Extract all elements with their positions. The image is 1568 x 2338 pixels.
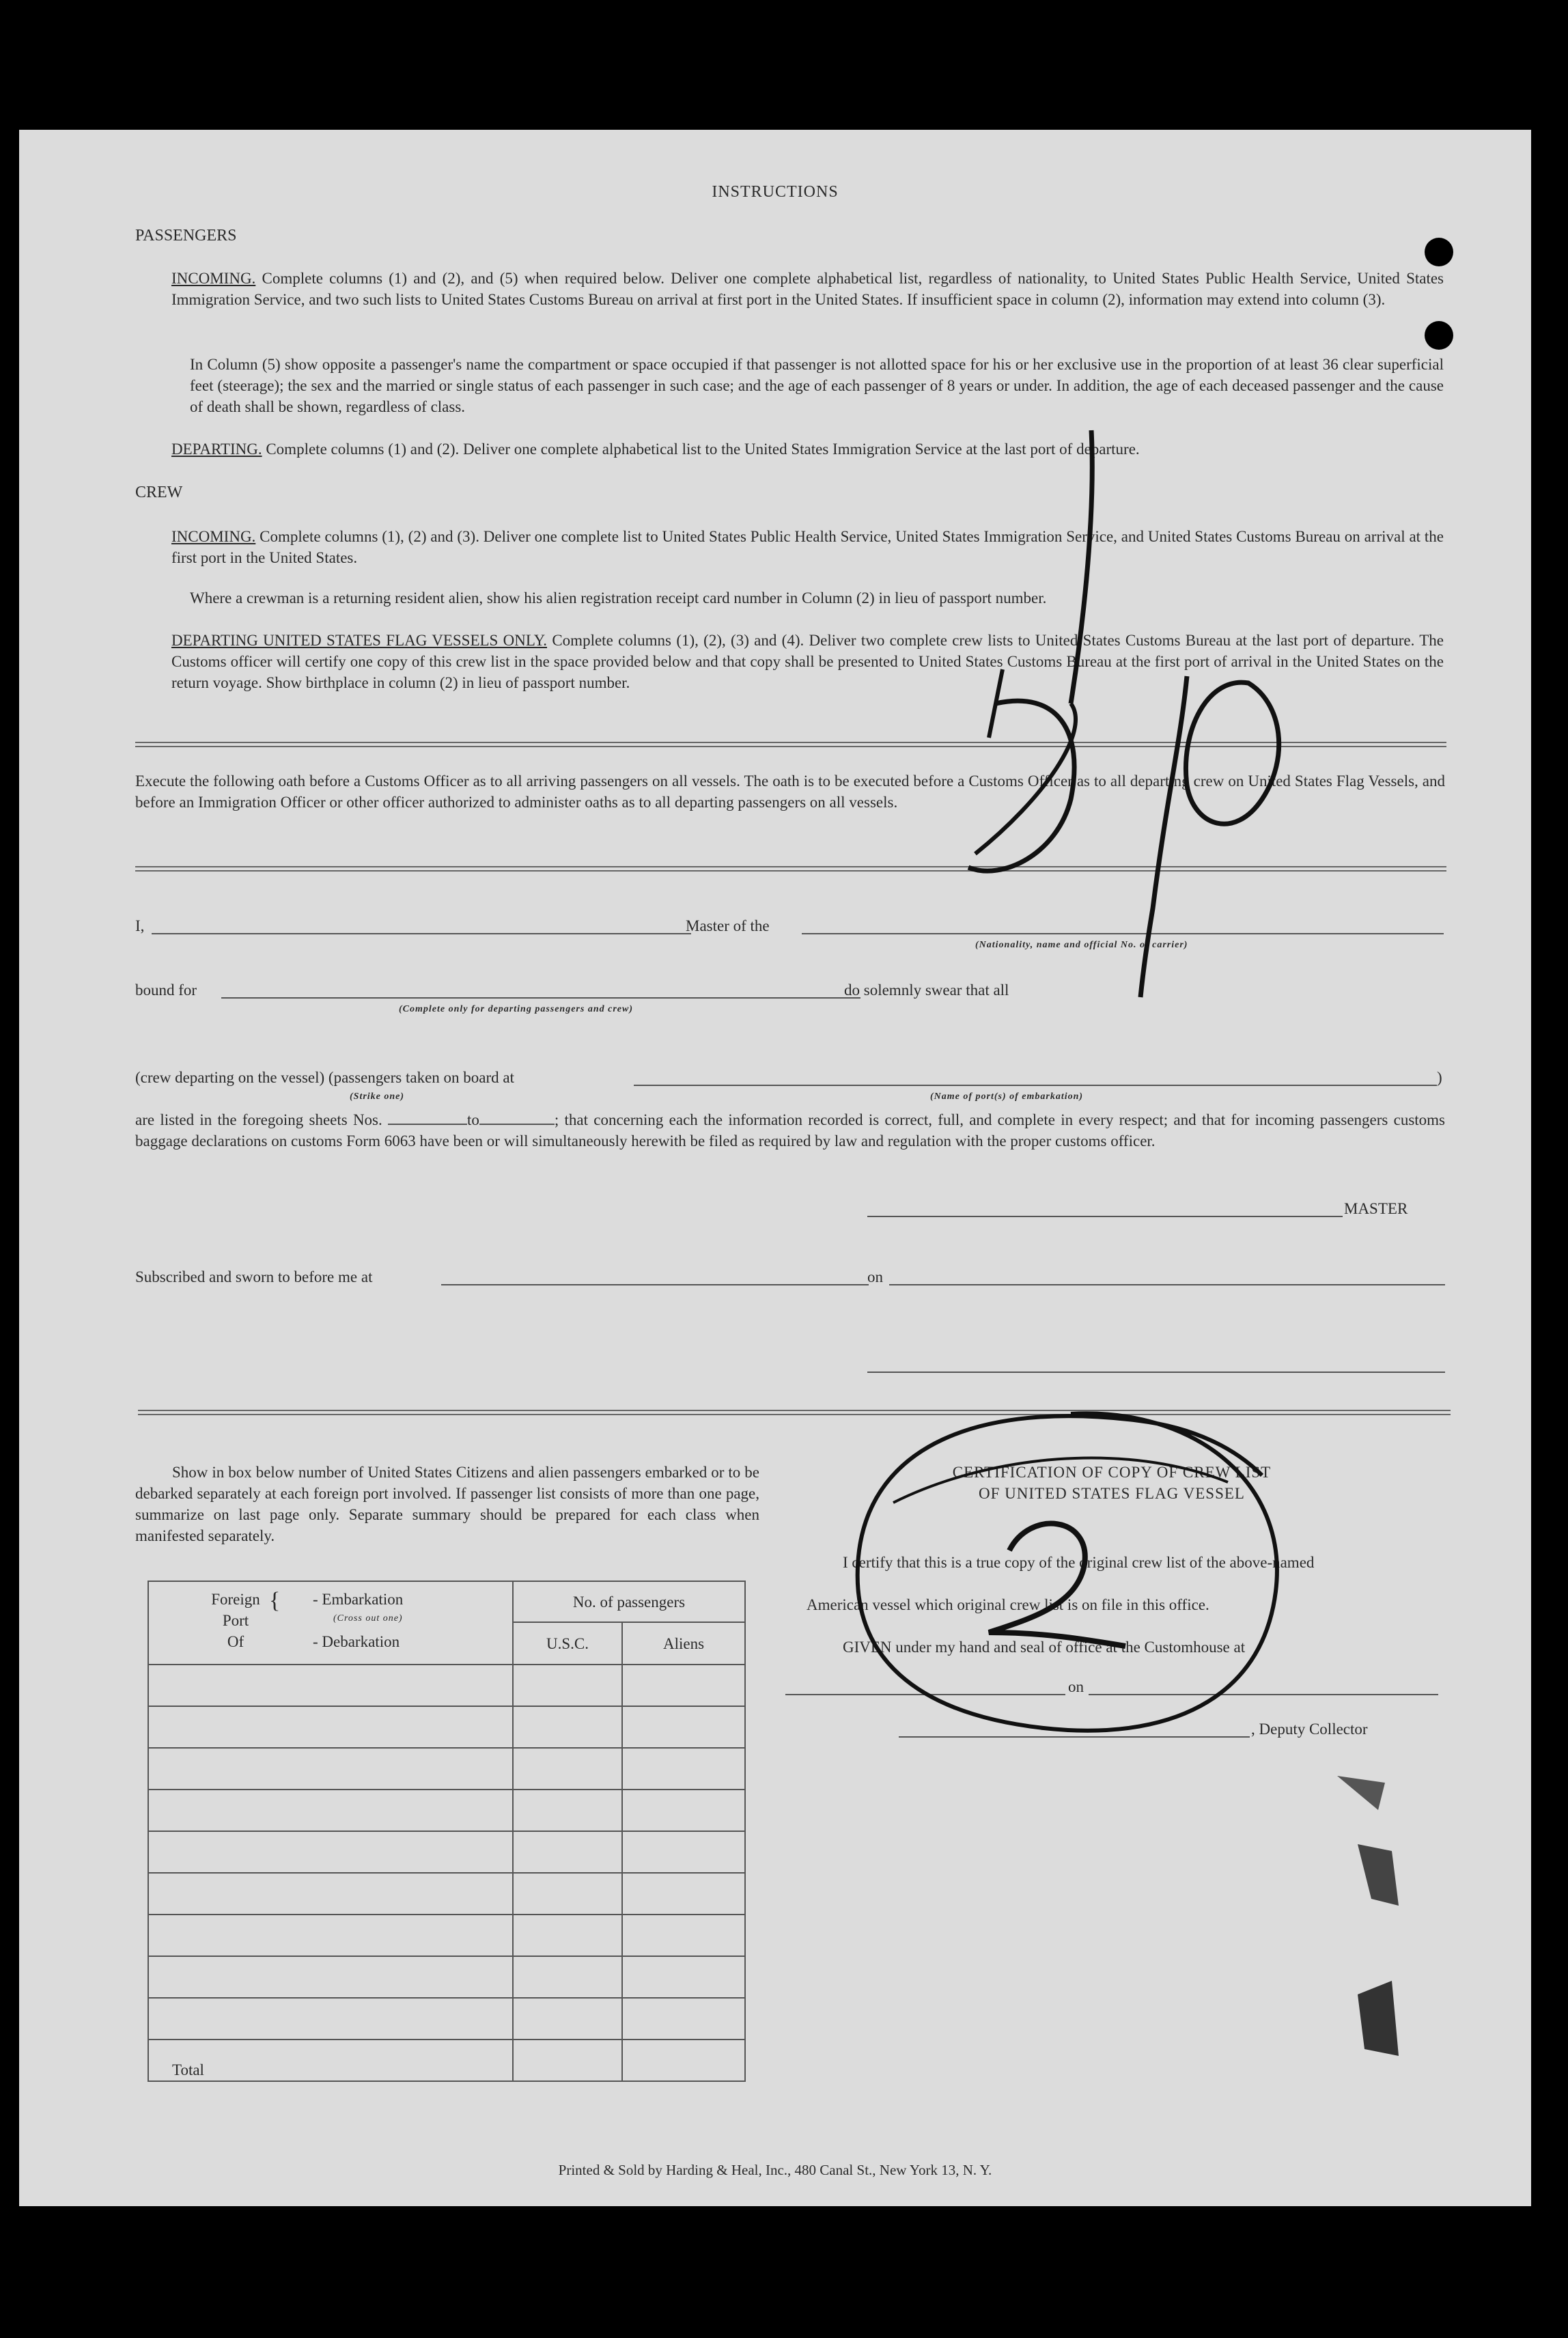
instructions-heading: INSTRUCTIONS — [712, 183, 839, 201]
aliens-cell[interactable] — [622, 1956, 745, 1998]
table-row — [148, 1706, 745, 1748]
form-page — [19, 130, 1531, 2206]
usc-cell[interactable] — [513, 1748, 622, 1790]
certification-title-line2: OF UNITED STATES FLAG VESSEL — [979, 1485, 1245, 1502]
table-row — [148, 1956, 745, 1998]
usc-cell[interactable] — [513, 1915, 622, 1956]
listed-paragraph — [135, 1109, 1445, 1152]
aliens-cell[interactable] — [622, 1748, 745, 1790]
port-cell[interactable] — [148, 1956, 513, 1998]
sworn-place-field[interactable] — [441, 1284, 869, 1285]
certification-line2: American vessel which original crew list is on file in this office. — [807, 1596, 1209, 1613]
crew-departing-label: DEPARTING UNITED STATES FLAG VESSELS ONLY. — [171, 632, 548, 649]
handwritten-circled-mark — [784, 1346, 1317, 1878]
usc-cell[interactable] — [513, 1956, 622, 1998]
foreign-port-header: Foreign Port Of { - Embarkation (Cross out one) - Debarkation — [148, 1581, 513, 1665]
subscribed-label: Subscribed and sworn to before me at — [135, 1268, 373, 1285]
port-cell[interactable] — [148, 1748, 513, 1790]
passengers-heading: PASSENGERS — [135, 227, 237, 245]
crew-heading: CREW — [135, 484, 183, 501]
table-row — [148, 1873, 745, 1915]
crew-resident-paragraph: Where a crewman is a returning resident alien, show his alien registration receipt card number in Column (2) in lieu of passport number. — [190, 589, 1047, 607]
usc-cell[interactable] — [513, 1998, 622, 2040]
port-cell[interactable] — [148, 1831, 513, 1873]
usc-cell[interactable] — [513, 1706, 622, 1748]
passenger-summary-table — [148, 1581, 746, 2082]
master-of-label: Master of the — [686, 917, 770, 934]
port-cell[interactable] — [148, 1998, 513, 2040]
swear-text: do solemnly swear that all — [844, 982, 1009, 999]
printer-footer: Printed & Sold by Harding & Heal, Inc., 480 Canal St., New York 13, N. Y. — [558, 2162, 992, 2178]
master-name-field[interactable] — [152, 933, 691, 934]
certification-line3: GIVEN under my hand and seal of office at the Customhouse at — [843, 1639, 1246, 1656]
crossout-hint: (Cross out one) — [333, 1613, 403, 1624]
aliens-cell[interactable] — [622, 1665, 745, 1706]
bound-for-label: bound for — [135, 982, 197, 999]
table-row — [148, 1998, 745, 2040]
port-cell[interactable] — [148, 1915, 513, 1956]
passengers-incoming-text: Complete columns (1) and (2), and (5) when required below. Deliver one complete alphabetical list, regardless of nationality, to United States Public Health Service, United States Immigration Service, and two such lists to United States Customs Bureau on arrival at first port in the United States. If insufficient space in column (2), information may extend into column (3). — [171, 270, 1444, 308]
passengers-departing-label: DEPARTING. — [171, 441, 262, 458]
usc-cell[interactable] — [513, 1831, 622, 1873]
strike-hint: (Strike one) — [350, 1091, 405, 1102]
certification-title-line1: CERTIFICATION OF COPY OF CREW LIST — [952, 1464, 1272, 1481]
aliens-cell[interactable] — [622, 1831, 745, 1873]
passengers-incoming-paragraph — [171, 268, 1444, 310]
certification-line1: I certify that this is a true copy of the original crew list of the above-named — [843, 1554, 1315, 1571]
to-label: to — [467, 1111, 479, 1128]
aliens-cell[interactable] — [622, 1706, 745, 1748]
total-label: Total — [148, 2040, 513, 2081]
handwritten-fraction-mark — [866, 417, 1303, 1004]
aliens-cell[interactable] — [622, 1790, 745, 1831]
aliens-cell[interactable] — [622, 1998, 745, 2040]
punch-hole-upper — [1425, 238, 1453, 266]
passengers-departing-text: Complete columns (1) and (2). Deliver one complete alphabetical list to the United States Immigration Service at the last port of departure. — [266, 441, 1140, 458]
passengers-incoming-label: INCOMING. — [171, 270, 256, 287]
usc-cell[interactable] — [513, 1873, 622, 1915]
no-passengers-header: No. of passengers — [513, 1581, 745, 1622]
usc-header: U.S.C. — [513, 1622, 622, 1665]
master-label: MASTER — [1344, 1200, 1408, 1217]
port-cell[interactable] — [148, 1790, 513, 1831]
oath-i-label: I, — [135, 917, 145, 934]
bound-for-field[interactable] — [221, 997, 860, 999]
foreign-label: Foreign — [211, 1591, 260, 1608]
oath-intro: Execute the following oath before a Customs Officer as to all arriving passengers on all vessels. The oath is to be executed before a Customs Officer as to all departing crew on United States Flag Vessels, and before an Immigration Officer or other officer authorized to administer oaths as to all departing passengers on all vessels. — [135, 773, 1445, 811]
punch-hole-lower — [1425, 321, 1453, 350]
aliens-header: Aliens — [622, 1622, 745, 1665]
close-paren: ) — [1437, 1069, 1442, 1086]
aliens-total-cell[interactable] — [622, 2040, 745, 2081]
table-row — [148, 1748, 745, 1790]
table-row — [148, 1831, 745, 1873]
certification-on-label: on — [1068, 1678, 1084, 1695]
nationality-hint: (Nationality, name and official No. of carrier) — [975, 940, 1188, 950]
port-embarkation-field[interactable] — [634, 1085, 1437, 1086]
sworn-on-label: on — [867, 1268, 883, 1285]
master-signature-field[interactable] — [867, 1216, 1343, 1217]
port-hint: (Name of port(s) of embarkation) — [930, 1091, 1084, 1102]
sheet-to-field[interactable] — [479, 1110, 555, 1125]
of-label: Of — [227, 1633, 244, 1650]
debarkation-label: - Debarkation — [313, 1633, 400, 1650]
usc-total-cell[interactable] — [513, 2040, 622, 2081]
table-row — [148, 1915, 745, 1956]
crew-departing-text: Complete columns (1), (2), (3) and (4). Deliver two complete crew lists to United States Customs Bureau at the last port of departure. The Customs officer will certify one copy of this crew list in the space provided below and that copy shall be presented to United States Customs Bureau at the first port of arrival in the United States on the return voyage. Show birthplace in column (2) in lieu of passport number. — [171, 632, 1444, 691]
aliens-cell[interactable] — [622, 1873, 745, 1915]
bound-hint: (Complete only for departing passengers and crew) — [399, 1004, 633, 1014]
listed-prefix: are listed in the foregoing sheets Nos. — [135, 1111, 382, 1128]
crew-passengers-text: (crew departing on the vessel) (passengers taken on board at — [135, 1069, 514, 1086]
deputy-collector-label: , Deputy Collector — [1251, 1721, 1368, 1738]
aliens-cell[interactable] — [622, 1915, 745, 1956]
listed-rest: ; that concerning each the information recorded is correct, full, and complete in every respect; and that for incoming passengers customs baggage declarations on customs Form 6063 have been or will simultaneously herewith be filed as required by law and regulation with the proper customs officer. — [135, 1111, 1445, 1150]
crew-incoming-label: INCOMING. — [171, 528, 256, 545]
sworn-date-field[interactable] — [889, 1284, 1445, 1285]
port-cell[interactable] — [148, 1873, 513, 1915]
port-cell[interactable] — [148, 1706, 513, 1748]
sheet-from-field[interactable] — [388, 1110, 467, 1125]
torn-paper-fragments — [1317, 1769, 1453, 2152]
table-row — [148, 1790, 745, 1831]
port-label: Port — [222, 1612, 249, 1629]
summary-instructions: Show in box below number of United States Citizens and alien passengers embarked or to be debarked separately at each foreign port involved. If passenger list consists of more than one page, summarize on last page only. Separate summary should be prepared for each class when manifested separately. — [135, 1464, 759, 1544]
table-row — [148, 1665, 745, 1706]
column5-paragraph: In Column (5) show opposite a passenger's name the compartment or space occupied if that passenger is not allotted space for his or her exclusive use in the proportion of at least 36 clear superficial feet (steerage); the sex and the married or single status of each passenger in such case; and the age of each passenger of 8 years or under. In addition, the age of each deceased passenger and the cause of death shall be shown, regardless of class. — [190, 356, 1444, 415]
port-cell[interactable] — [148, 1665, 513, 1706]
usc-cell[interactable] — [513, 1665, 622, 1706]
total-row — [148, 2040, 745, 2081]
crew-incoming-text: Complete columns (1), (2) and (3). Deliver one complete list to United States Public Health Service, United States Immigration Service, and United States Customs Bureau on arrival at the first port in the United States. — [171, 528, 1444, 566]
embarkation-label: - Embarkation — [313, 1591, 404, 1608]
usc-cell[interactable] — [513, 1790, 622, 1831]
